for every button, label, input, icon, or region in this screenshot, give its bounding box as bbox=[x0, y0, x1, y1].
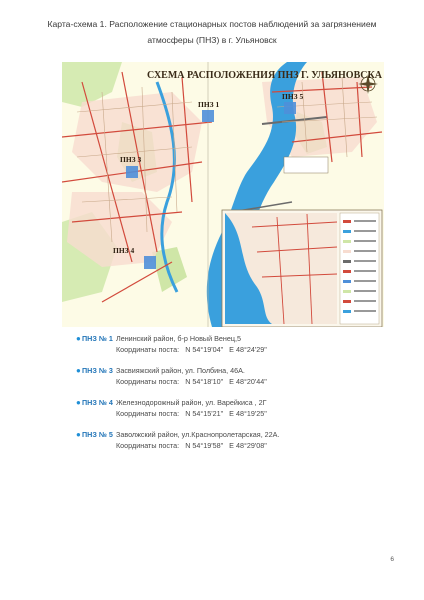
coords-lat: N 54°19'04" bbox=[185, 344, 224, 354]
page-title-line-2: атмосферы (ПНЗ) в г. Ульяновск bbox=[147, 35, 277, 45]
station-code: ПНЗ № 5 bbox=[82, 430, 113, 439]
station-coords bbox=[116, 409, 396, 420]
map-legend bbox=[340, 213, 379, 324]
pnz-4-label: ПНЗ 4 bbox=[113, 246, 135, 255]
pnz-5-label: ПНЗ 5 bbox=[282, 92, 304, 101]
station-coords bbox=[116, 377, 396, 388]
coords-lon: E 48°20'44" bbox=[229, 376, 267, 386]
city-map bbox=[62, 62, 384, 327]
station-code: ПНЗ № 3 bbox=[82, 366, 113, 375]
page-number: 6 bbox=[390, 556, 394, 563]
coords-lat: N 54°15'21" bbox=[185, 408, 224, 418]
pnz-3-label: ПНЗ 3 bbox=[120, 155, 142, 164]
bullet-icon: ● bbox=[76, 366, 81, 375]
pnz-1-label: ПНЗ 1 bbox=[198, 100, 220, 109]
bullet-icon: ● bbox=[76, 398, 81, 407]
station-item bbox=[76, 334, 396, 355]
station-coords bbox=[116, 345, 396, 356]
station-address: Заволжский район, ул.Краснопролетарская, 22А. bbox=[116, 430, 280, 439]
coords-lat: N 54°19'58" bbox=[185, 440, 224, 450]
page-title bbox=[20, 16, 404, 48]
bullet-icon: ● bbox=[76, 334, 81, 343]
station-item bbox=[76, 430, 396, 451]
station-address: Засвияжский район, ул. Полбина, 46А. bbox=[116, 366, 245, 375]
coords-lon: E 48°19'25" bbox=[229, 408, 267, 418]
station-address: Ленинский район, б-р Новый Венец,5 bbox=[116, 334, 241, 343]
coords-lat: N 54°18'10" bbox=[185, 376, 224, 386]
map-info-box bbox=[284, 157, 328, 173]
coords-lon: E 48°29'08" bbox=[229, 440, 267, 450]
page-title-line-1: Карта-схема 1. Расположение стационарных постов наблюдений за загрязнением bbox=[47, 19, 377, 29]
station-item bbox=[76, 366, 396, 387]
coords-label: Координаты поста: bbox=[116, 408, 180, 418]
station-code: ПНЗ № 1 bbox=[82, 334, 113, 343]
station-coords bbox=[116, 441, 396, 452]
coords-label: Координаты поста: bbox=[116, 344, 180, 354]
map-title: СХЕМА РАСПОЛОЖЕНИЯ ПНЗ Г. УЛЬЯНОВСКА bbox=[147, 70, 382, 81]
coords-label: Координаты поста: bbox=[116, 376, 180, 386]
station-list bbox=[76, 334, 396, 462]
coords-label: Координаты поста: bbox=[116, 440, 180, 450]
station-code: ПНЗ № 4 bbox=[82, 398, 113, 407]
station-item bbox=[76, 398, 396, 419]
bullet-icon: ● bbox=[76, 430, 81, 439]
station-address: Железнодорожный район, ул. Варейкиса , 2Г bbox=[116, 398, 267, 407]
coords-lon: E 48°24'29" bbox=[229, 344, 267, 354]
map-graphic bbox=[62, 62, 384, 327]
